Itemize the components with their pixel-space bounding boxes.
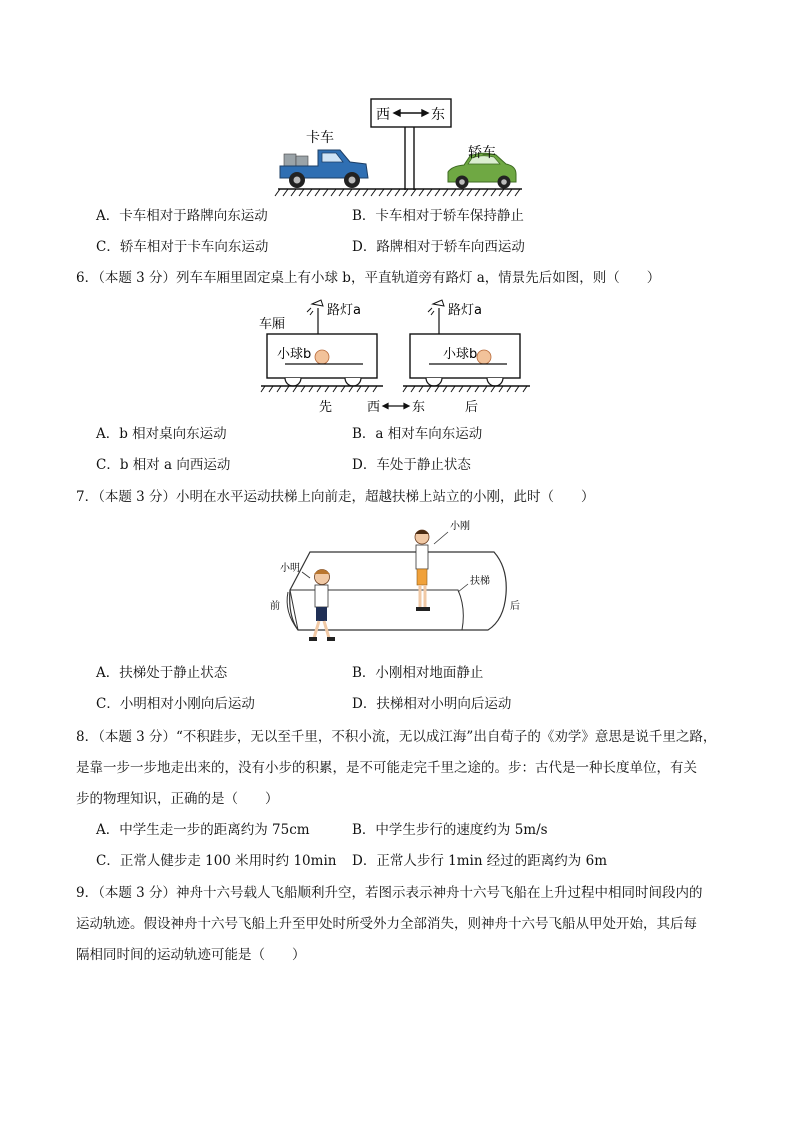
lamp-2-label: 路灯a	[448, 303, 482, 318]
q6-option-a: A．b 相对桌向东运动	[96, 426, 227, 442]
xiaoming-label: 小明	[280, 563, 300, 574]
q7-option-b: B．小刚相对地面静止	[352, 665, 484, 681]
escalator-label: 扶梯	[470, 576, 490, 587]
double-arrow-icon	[383, 404, 409, 409]
ground-hatch	[275, 189, 520, 196]
xiaogang-pointer	[434, 532, 448, 544]
q6-stem: 6．（本题 3 分）列车车厢里固定桌上有小球 b，平直轨道旁有路灯 a，情景先后如图，则（ ）	[76, 270, 661, 286]
sign-west-text: 西	[376, 107, 390, 123]
truck-label: 卡车	[306, 130, 334, 146]
ball-b-1	[315, 350, 329, 364]
q5-option-c: C．轿车相对于卡车向东运动	[96, 239, 269, 255]
q7-figure	[262, 512, 542, 657]
after-label: 后	[465, 400, 479, 415]
q8-stem-line1: 8．（本题 3 分）“不积跬步，无以至千里，不积小流，无以成江海”出自荀子的《劝学》意思是说千里之路，	[76, 729, 717, 745]
q5-option-d: D．路牌相对于轿车向西运动	[352, 239, 525, 255]
ball-2-label: 小球b	[443, 347, 478, 362]
sign-east-text: 东	[431, 107, 445, 123]
back-label: 后	[510, 601, 520, 612]
q8-option-c: C．正常人健步走 100 米用时约 10min	[96, 853, 337, 869]
q8-stem-line3: 步的物理知识，正确的是（ ）	[76, 791, 279, 807]
lamp-1-icon	[307, 300, 323, 315]
q8-option-b: B．中学生步行的速度约为 5m/s	[352, 822, 548, 838]
lamp-1-label: 路灯a	[327, 303, 361, 318]
q6-figure	[255, 294, 545, 418]
q8-option-a: A．中学生走一步的距离约为 75cm	[96, 822, 310, 838]
q6-option-b: B．a 相对车向东运动	[352, 426, 483, 442]
ball-b-2	[477, 350, 491, 364]
east-label: 东	[412, 400, 426, 415]
carriage-label: 车厢	[259, 317, 286, 332]
q5-option-a: A．卡车相对于路牌向东运动	[96, 208, 268, 224]
q7-option-d: D．扶梯相对小明向后运动	[352, 696, 512, 712]
wheels-1	[285, 378, 361, 386]
q5-option-b: B．卡车相对于轿车保持静止	[352, 208, 524, 224]
q6-option-d: D．车处于静止状态	[352, 457, 471, 473]
q9-stem-line2: 运动轨迹。假设神舟十六号飞船上升至甲处时所受外力全部消失，则神舟十六号飞船从甲处开始，其后每	[76, 916, 697, 932]
q7-option-c: C．小明相对小刚向后运动	[96, 696, 255, 712]
q9-stem-line1: 9．（本题 3 分）神舟十六号载人飞船顺利升空，若图示表示神舟十六号飞船在上升过程中相同时间段内的	[76, 885, 703, 901]
ball-1-label: 小球b	[277, 347, 312, 362]
truck-icon	[280, 150, 368, 188]
q8-stem-line2: 是靠一步一步地走出来的，没有小步的积累，是不可能走完千里之途的。步：古代是一种长度单位，有关	[76, 760, 697, 776]
q7-stem: 7．（本题 3 分）小明在水平运动扶梯上向前走，超越扶梯上站立的小刚，此时（ ）	[76, 489, 595, 505]
q8-option-d: D．正常人步行 1min 经过的距离约为 6m	[352, 853, 607, 869]
track-hatch	[261, 386, 527, 392]
q6-option-c: C．b 相对 a 向西运动	[96, 457, 231, 473]
q7-option-a: A．扶梯处于静止状态	[96, 665, 228, 681]
west-label: 西	[367, 400, 381, 415]
q5-figure	[270, 92, 530, 202]
q9-stem-line3: 隔相同时间的运动轨迹可能是（ ）	[76, 947, 306, 963]
xiaogang-label: 小刚	[450, 521, 470, 532]
wheels-2	[426, 378, 503, 386]
lamp-2-icon	[428, 300, 444, 315]
car-label: 轿车	[468, 145, 496, 161]
front-label: 前	[270, 601, 280, 612]
first-label: 先	[319, 400, 333, 415]
